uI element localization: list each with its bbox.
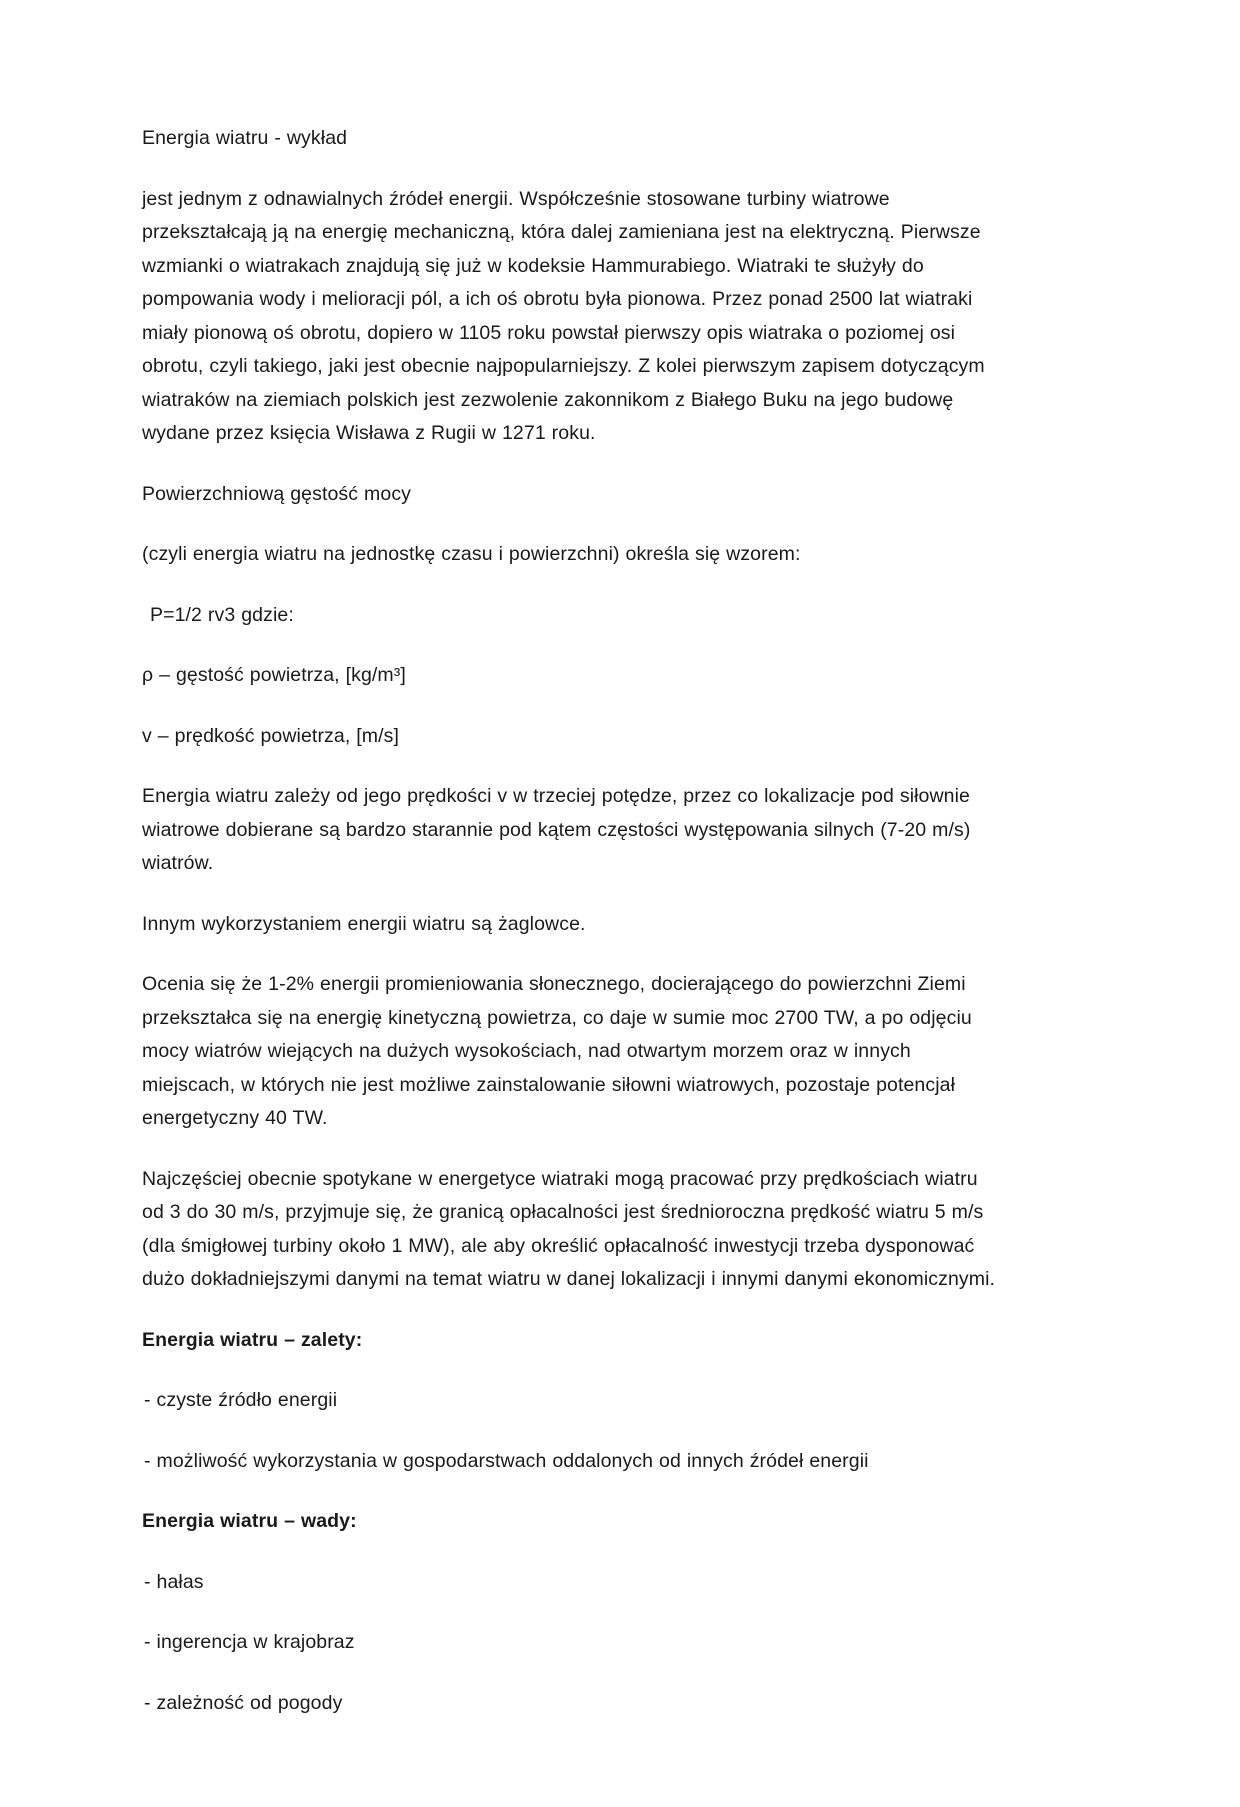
disadvantage-item-3: - zależność od pogody [144, 1691, 343, 1714]
disadvantage-item-1: - hałas [144, 1570, 204, 1593]
solar-conversion-paragraph: Ocenia się że 1-2% energii promieniowania słonecznego, docierającego do powierzchni Ziemi przekształca się na energię kinetyczną powietrza, co daje w sumie moc 2700 TW, a po odjęciu mocy wiatrów wiejących na dużych wysokościach, nad otwartym morzem oraz w innych miejscach, w których nie jest możliwe zainstalowanie siłowni wiatrowych, pozostaje potencjał energetyczny 40 TW. [142, 973, 972, 1129]
velocity-dependence-paragraph: Energia wiatru zależy od jego prędkości v w trzeciej potędze, przez co lokalizacje pod siłownie wiatrowe dobierane są bardzo starannie pod kątem częstości występowania silnych (7-20 m/s) wiatrów. [142, 785, 971, 874]
heading-disadvantages: Energia wiatru – wady: [142, 1510, 357, 1532]
advantage-item-1: - czyste źródło energii [144, 1389, 338, 1411]
power-density-definition: (czyli energia wiatru na jednostkę czasu i powierzchni) określa się wzorem: [142, 543, 801, 565]
document-body [142, 122, 998, 1720]
heading-advantages: Energia wiatru – zalety: [142, 1328, 363, 1351]
sailboats-paragraph: Innym wykorzystaniem energii wiatru są żaglowce. [142, 912, 586, 935]
symbol-density: ρ – gęstość powietrza, [kg/m³] [142, 664, 406, 686]
disadvantage-item-2: - ingerencja w krajobraz [144, 1631, 355, 1653]
section-heading-power-density: Powierzchniową gęstość mocy [142, 482, 412, 505]
intro-paragraph: jest jednym z odnawialnych źródeł energii. Współcześnie stosowane turbiny wiatrowe przekształcają ją na energię mechaniczną, która dalej zamieniana jest na elektryczną. Pierwsze wzmianki o wiatrakach znajdują się już w kodeksie Hammurabiego. Wiatraki te służyły do pompowania wody i melioracji pól, a ich oś obrotu była pionowa. Przez ponad 2500 lat wiatraki miały pionową oś obrotu, dopiero w 1105 roku powstał pierwszy opis wiatraka o poziomej osi obrotu, czyli takiego, jaki jest obecnie najpopularniejszy. Z kolei pierwszym zapisem dotyczącym wiatraków na ziemiach polskich jest zezwolenie zakonnikom z Białego Buku na jego budowę wydane przez księcia Wisława z Rugii w 1271 roku. [142, 187, 985, 444]
turbine-operation-paragraph: Najczęściej obecnie spotykane w energetyce wiatraki mogą pracować przy prędkościach wiatru od 3 do 30 m/s, przyjmuje się, że granicą opłacalności jest średnioroczna prędkość wiatru 5 m/s (dla śmigłowej turbiny około 1 MW), ale aby określić opłacalność inwestycji trzeba dysponować dużo dokładniejszymi danymi na temat wiatru w danej lokalizacji i innymi danymi ekonomicznymi. [142, 1167, 996, 1290]
formula-line: P=1/2 rv3 gdzie: [150, 603, 294, 626]
doc-title: Energia wiatru - wykład [142, 127, 348, 149]
symbol-velocity: v – prędkość powietrza, [m/s] [142, 724, 400, 747]
advantage-item-2: - możliwość wykorzystania w gospodarstwach oddalonych od innych źródeł energii [144, 1449, 869, 1472]
